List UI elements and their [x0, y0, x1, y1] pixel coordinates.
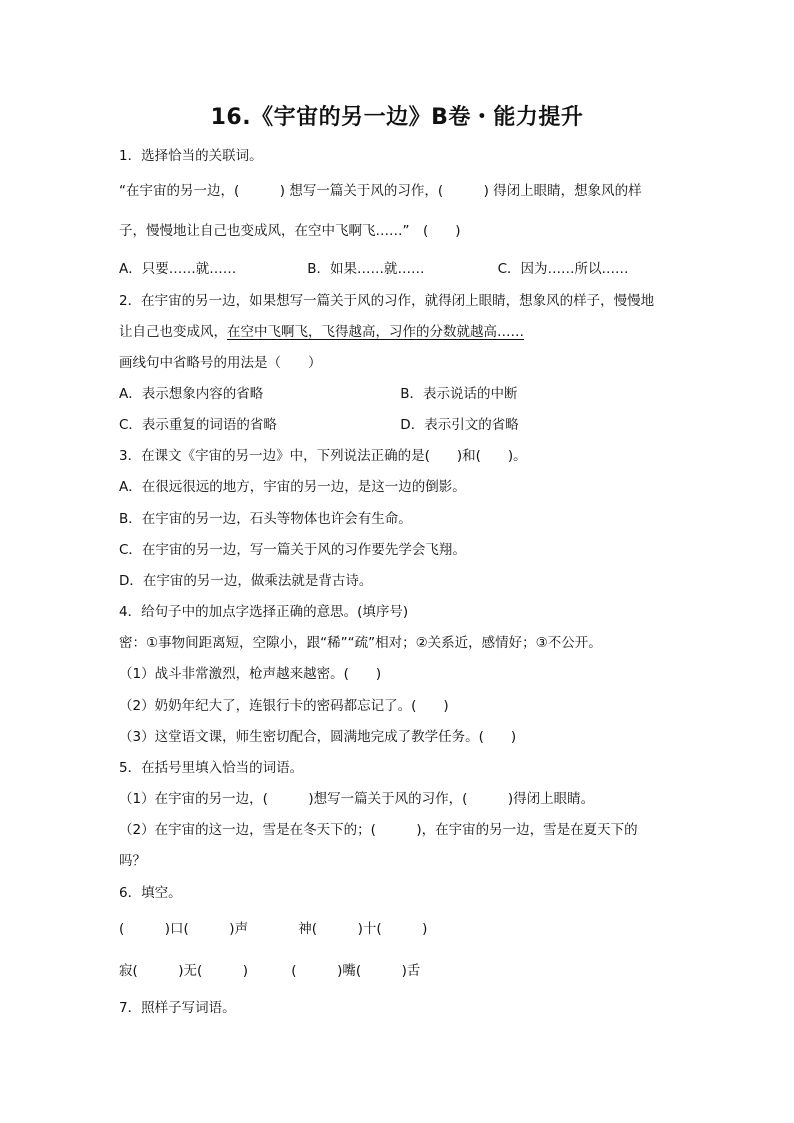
q7-stem: 7．照样子写词语。	[119, 1000, 236, 1016]
q2-line2-plain: 让自己也变成风，	[119, 324, 227, 340]
q3-option-a: A．在很远很远的地方，宇宙的另一边，是这一边的倒影。	[119, 479, 466, 495]
q6-blank-2: 神( )十( )	[298, 921, 428, 937]
q6-blank-3: 寂( )无( )	[119, 963, 249, 979]
page-title: 16.《宇宙的另一边》B卷・能力提升	[210, 105, 584, 130]
q4-sentence-3: （3）这堂语文课，师生密切配合，圆满地完成了教学任务。( )	[119, 729, 517, 745]
q1-option-a: A．只要……就……	[119, 261, 237, 277]
q4-sentence-2: （2）奶奶年纪大了，连银行卡的密码都忘记了。( )	[119, 698, 449, 714]
q4-sentence-1: （1）战斗非常激烈，枪声越来越密。( )	[119, 666, 382, 682]
q2-underlined-sentence: 在空中飞啊飞，飞得越高，习作的分数就越高……	[227, 324, 524, 340]
q3-option-b: B．在宇宙的另一边，石头等物体也许会有生命。	[119, 511, 412, 527]
q2-option-b: B．表示说话的中断	[400, 386, 518, 402]
q2-options-row2	[119, 416, 519, 434]
q2-option-a: A．表示想象内容的省略	[119, 386, 264, 402]
q4-meanings: 密：①事物间距离短，空隙小，跟“稀”“疏”相对；②关系近，感情好；③不公开。	[119, 635, 602, 651]
q1-stem: 1．选择恰当的关联词。	[119, 148, 263, 164]
q1-option-c: C．因为……所以……	[497, 261, 629, 277]
q5-sentence-1: （1）在宇宙的另一边，( )想写一篇关于风的习作，( )得闭上眼睛。	[119, 791, 595, 807]
q6-blank-4: ( )嘴( )舌	[291, 963, 421, 979]
q5-sentence-2: （2）在宇宙的这一边，雪是在冬天下的；( )，在宇宙的另一边，雪是在夏天下的	[119, 822, 638, 838]
q6-stem: 6．填空。	[119, 885, 182, 901]
q6-row-1	[119, 920, 427, 938]
q5-sentence-2-cont: 吗？	[119, 853, 146, 869]
q2-options-row1	[119, 385, 518, 403]
q6-row-2	[119, 962, 420, 980]
q3-option-d: D．在宇宙的另一边，做乘法就是背古诗。	[119, 573, 373, 589]
q6-blank-1: ( )口( )声	[119, 921, 249, 937]
q5-stem: 5．在括号里填入恰当的词语。	[119, 760, 304, 776]
q1-options	[119, 260, 629, 278]
q3-option-c: C．在宇宙的另一边，写一篇关于风的习作要先学会飞翔。	[119, 542, 466, 558]
q1-line1: “在宇宙的另一边，( ) 想写一篇关于风的习作，( ) 得闭上眼睛，想象风的样	[119, 183, 642, 199]
q3-stem: 3．在课文《宇宙的另一边》中，下列说法正确的是( )和( )。	[119, 448, 527, 464]
q4-stem: 4．给句子中的加点字选择正确的意思。(填序号)	[119, 604, 409, 620]
q1-line2: 子，慢慢地让自己也变成风，在空中飞啊飞……” ( )	[119, 223, 461, 239]
q2-option-d: D．表示引文的省略	[400, 417, 519, 433]
q2-option-c: C．表示重复的词语的省略	[119, 417, 277, 433]
q2-prompt: 画线句中省略号的用法是（ ）	[119, 355, 322, 371]
q2-line1: 2．在宇宙的另一边，如果想写一篇关于风的习作，就得闭上眼睛，想象风的样子，慢慢地	[119, 293, 655, 309]
q2-line2	[119, 323, 524, 341]
q1-option-b: B．如果……就……	[307, 261, 425, 277]
